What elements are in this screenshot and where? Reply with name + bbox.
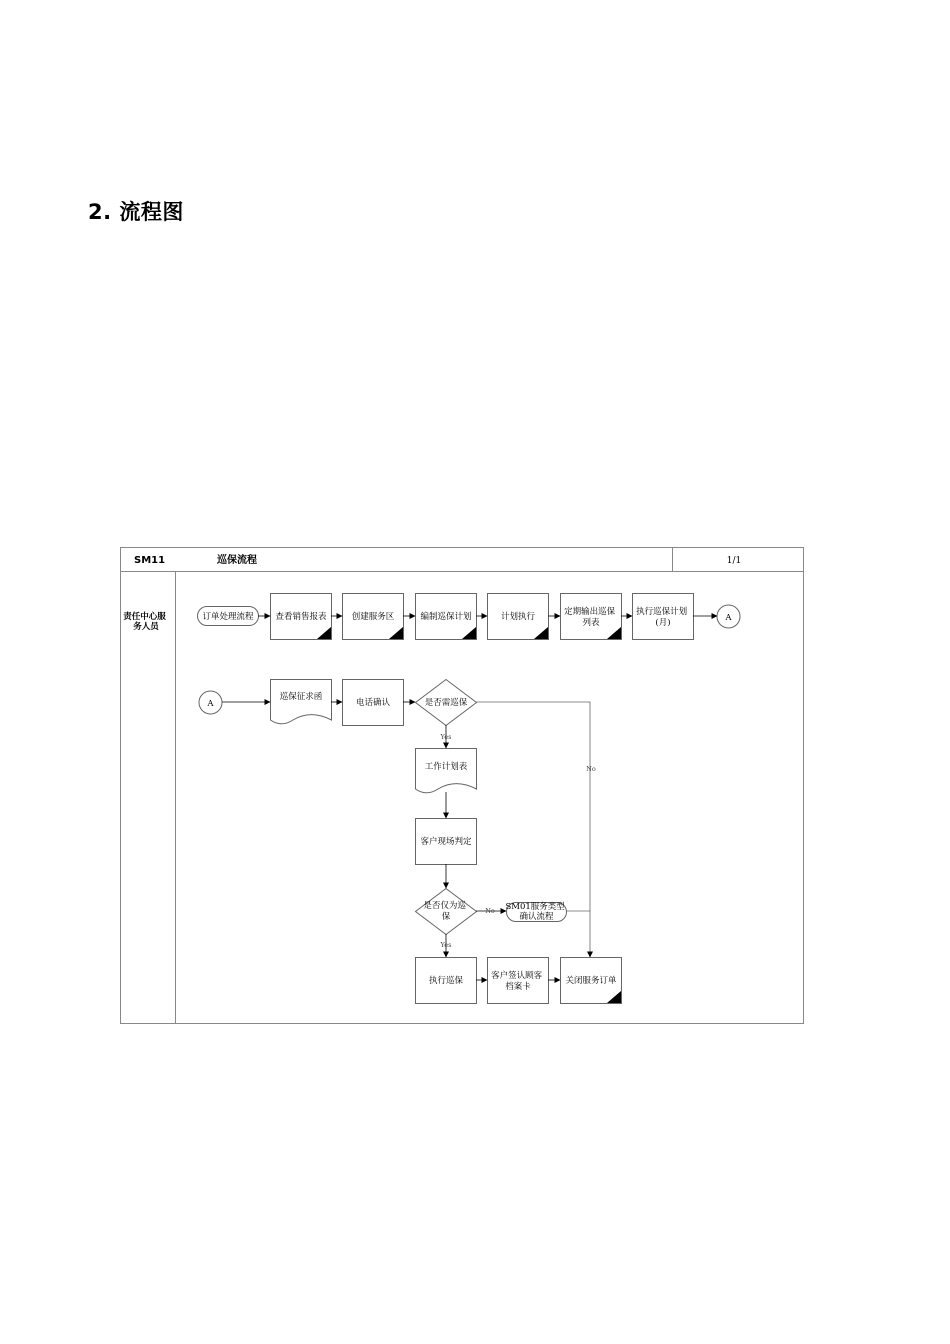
process-title: 巡保流程 (217, 555, 257, 566)
node-customer-sign-card (488, 958, 549, 1004)
svg-text:关闭服务订单: 关闭服务订单 (565, 976, 617, 986)
node-output-patrol-list (561, 594, 622, 640)
svg-text:查看销售报表: 查看销售报表 (275, 612, 327, 622)
swimlane-label: 责任中心服 务人员 (123, 612, 166, 632)
svg-text:巡保征求函: 巡保征求函 (279, 692, 323, 702)
node-patrol-request-letter (271, 680, 332, 724)
svg-text:计划执行: 计划执行 (500, 612, 536, 622)
edge-label-yes-2: Yes (440, 941, 452, 949)
svg-text:是否仅为巡 保: 是否仅为巡 保 (423, 901, 466, 922)
svg-text:客户现场判定: 客户现场判定 (420, 837, 472, 847)
node-work-plan-sheet (416, 749, 477, 793)
node-start-order-process (198, 607, 259, 626)
connector-a-in (199, 691, 222, 714)
section-heading: 2. 流程图 (88, 200, 184, 224)
node-create-service-area (343, 594, 404, 640)
connector-a-out (717, 605, 740, 628)
edge-label-no-2: No (485, 907, 495, 915)
node-execute-monthly-plan (633, 594, 694, 640)
node-close-service-order (561, 958, 622, 1004)
row2-arrows (222, 702, 560, 980)
svg-text:创建服务区: 创建服务区 (351, 612, 395, 622)
svg-text:编制巡保计划: 编制巡保计划 (420, 612, 472, 622)
decision-need-patrol (416, 680, 477, 726)
svg-text:客户签认顾客 档案卡: 客户签认顾客 档案卡 (491, 971, 543, 992)
node-plan-execution (488, 594, 549, 640)
node-onsite-judgement (416, 819, 477, 865)
svg-text:定期输出巡保 列表: 定期输出巡保 列表 (564, 607, 616, 628)
decision-patrol-only (416, 889, 477, 935)
svg-text:A: A (725, 613, 732, 623)
edge-label-no-1: No (586, 765, 596, 773)
page-number: 1/1 (726, 556, 742, 566)
node-view-sales-report (271, 594, 332, 640)
process-code: SM11 (134, 555, 166, 566)
node-sm01-subprocess (505, 901, 567, 922)
svg-text:电话确认: 电话确认 (355, 698, 391, 708)
edge-label-yes-1: Yes (440, 733, 452, 741)
svg-text:订单处理流程: 订单处理流程 (202, 612, 254, 622)
svg-text:是否需巡保: 是否需巡保 (424, 698, 468, 708)
node-phone-confirm (343, 680, 404, 726)
svg-text:执行巡保计划 (月): 执行巡保计划 (月) (636, 607, 688, 628)
svg-text:A: A (207, 699, 214, 709)
svg-text:执行巡保: 执行巡保 (428, 976, 464, 986)
svg-text:SM01服务类型 确认流程: SM01服务类型 确认流程 (505, 902, 565, 922)
svg-text:工作计划表: 工作计划表 (424, 762, 468, 772)
node-execute-patrol (416, 958, 477, 1004)
node-compile-patrol-plan (416, 594, 477, 640)
